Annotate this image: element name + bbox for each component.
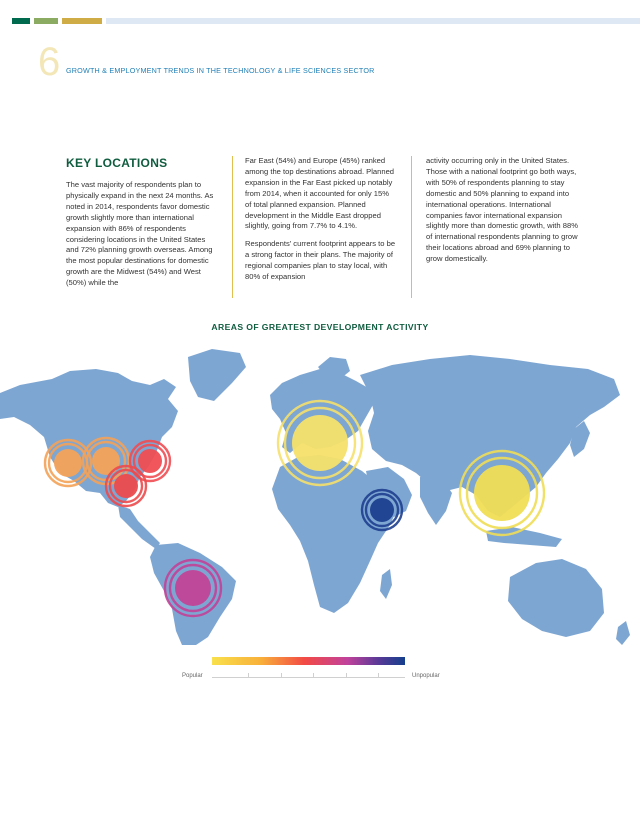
legend-tick (378, 673, 379, 678)
bar-segment-green-light (34, 18, 58, 24)
hotspot-core (114, 474, 138, 498)
greenland-shape (188, 349, 246, 401)
legend-axis (212, 677, 405, 678)
text-column-3 (426, 156, 578, 272)
section-title: KEY LOCATIONS (66, 156, 168, 170)
hotspot-core (175, 570, 211, 606)
top-color-bar (0, 18, 640, 24)
column-3-paragraph: activity occurring only in the United States. Those with a national footprint go both ways, with 50% of respondents planning to stay domestic and 50% planning to expand into international operations. International companies favor international expansion slightly more than domestic growth, with 88% of international respondents planning to grow their locations abroad and 69% planning to grow domestically. (426, 156, 578, 264)
hotspot-core (370, 498, 394, 522)
bar-segment-blue-light (106, 18, 640, 24)
hotspot-core (54, 449, 82, 477)
text-column-1 (66, 180, 218, 296)
australia-shape (508, 559, 604, 637)
column-divider-1 (232, 156, 233, 298)
hotspot-core (138, 449, 162, 473)
hotspot-core (292, 415, 348, 471)
column-divider-2 (411, 156, 412, 298)
central-america-shape (118, 505, 160, 549)
madagascar-shape (380, 569, 392, 599)
legend-gradient-bar (212, 657, 405, 665)
legend-tick (248, 673, 249, 678)
map-title: AREAS OF GREATEST DEVELOPMENT ACTIVITY (211, 322, 429, 332)
bar-segment-gold (62, 18, 102, 24)
legend-tick (281, 673, 282, 678)
bar-segment-green-dark (12, 18, 30, 24)
legend-unpopular-label: Unpopular (412, 673, 440, 679)
north-america-shape (0, 369, 178, 507)
legend-tick (313, 673, 314, 678)
continents (0, 349, 630, 645)
new-zealand-shape (616, 621, 630, 645)
page-number: 6 (38, 40, 61, 84)
text-column-2 (245, 156, 397, 290)
column-2-paragraph-2: Respondents' current footprint appears to be a strong factor in their plans. The majority of regional companies plan to stay local, with 80% of expansion (245, 239, 396, 282)
column-2-paragraph-1: Far East (54%) and Europe (45%) ranked among the top destinations abroad. Planned expansion in the Far East picked up notably from 2014, when it accounted for only 15% of total planned expansion. Planned development in the Middle East dropped slightly, going from 7.7% to 4.1%. (245, 156, 395, 231)
hotspot-core (92, 447, 120, 475)
header-title: GROWTH & EMPLOYMENT TRENDS IN THE TECHNOLOGY & LIFE SCIENCES SECTOR (66, 66, 375, 75)
legend-popular-label: Popular (182, 673, 203, 679)
legend-tick (346, 673, 347, 678)
column-1-paragraph: The vast majority of respondents plan to physically expand in the next 24 months. As noted in 2014, respondents favor domestic growth slightly more than international expansion with 86% of respondents considering locations in the United States and 72% planning growth overseas. Among the most popular destinations for domestic growth are the Midwest (54%) and West (50%) while the (66, 180, 214, 288)
world-map (0, 345, 640, 645)
hotspot-core (474, 465, 530, 521)
